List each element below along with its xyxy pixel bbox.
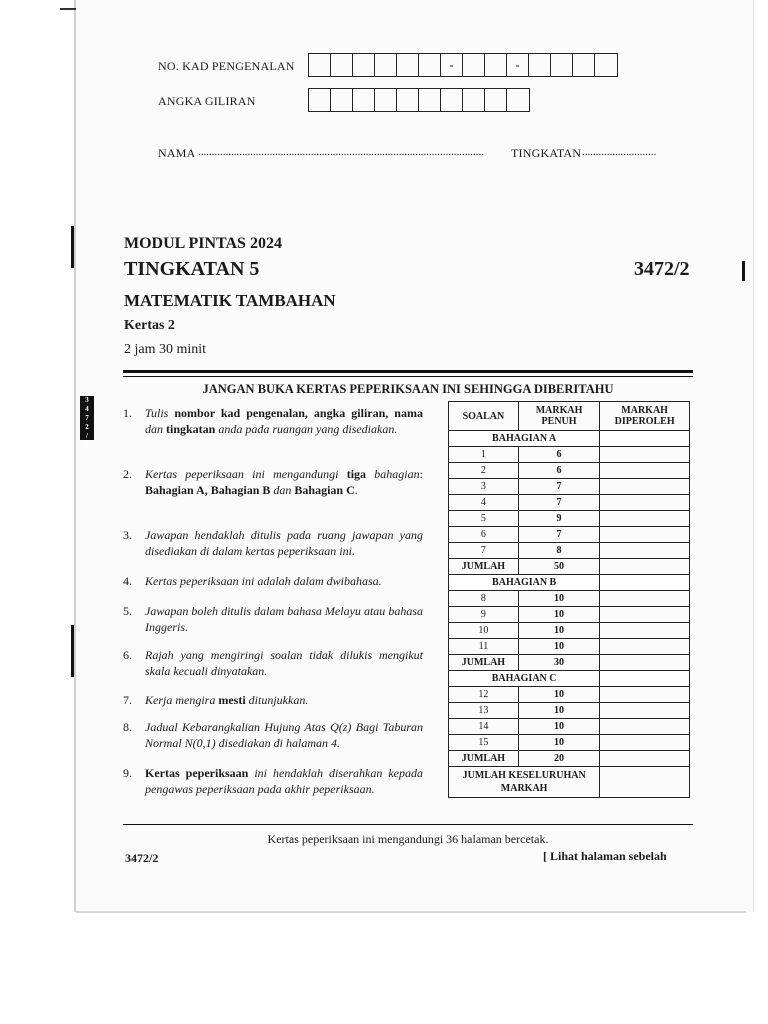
- ic-number-boxes[interactable]: [308, 53, 618, 77]
- instruction-item: [123, 693, 423, 709]
- full-mark: 7: [518, 527, 599, 543]
- subject-title: MATEMATIK TAMBAHAN: [124, 291, 336, 310]
- question-number: 11: [449, 639, 519, 655]
- full-mark: 7: [518, 495, 599, 511]
- question-number: 15: [449, 735, 519, 751]
- instruction-fragment: Kerja mengira: [145, 693, 219, 707]
- module-title: MODUL PINTAS 2024: [124, 235, 282, 252]
- question-number: 12: [449, 687, 519, 703]
- question-number: 9: [449, 607, 519, 623]
- instruction-item: [123, 574, 423, 590]
- form-level: TINGKATAN 5: [124, 258, 260, 280]
- next-page-note: [ Lihat halaman sebelah: [543, 849, 667, 863]
- section-row: [449, 431, 690, 447]
- grand-total-obtained-cell[interactable]: [600, 767, 690, 798]
- obtained-mark-cell[interactable]: [600, 479, 690, 495]
- section-spacer: [600, 431, 690, 447]
- scan-mark-left: [71, 226, 74, 268]
- instruction-number: 7.: [123, 693, 132, 707]
- obtained-total-cell[interactable]: [600, 559, 690, 575]
- instruction-fragment: Bahagian C: [294, 482, 355, 497]
- digit-box[interactable]: [309, 54, 331, 76]
- full-mark: 10: [518, 607, 599, 623]
- obtained-mark-cell[interactable]: [600, 447, 690, 463]
- question-number: 6: [449, 527, 519, 543]
- table-row: [449, 543, 690, 559]
- total-row: [449, 655, 690, 671]
- spine-char: /: [86, 432, 88, 440]
- obtained-mark-cell[interactable]: [600, 463, 690, 479]
- digit-box[interactable]: [419, 54, 441, 76]
- instruction-text: [145, 766, 423, 797]
- instruction-item: [123, 648, 423, 679]
- digit-box[interactable]: [551, 54, 573, 76]
- question-number: 1: [449, 447, 519, 463]
- scan-mark-left: [71, 625, 74, 677]
- page-count-note: Kertas peperiksaan ini mengandungi 36 halaman bercetak.: [267, 832, 549, 846]
- instruction-fragment: Kertas peperiksaan: [145, 766, 255, 780]
- instruction-fragment: bahagian: [374, 467, 420, 481]
- digit-box[interactable]: [529, 54, 551, 76]
- instruction-number: 2.: [123, 467, 132, 481]
- digit-box[interactable]: [353, 89, 375, 111]
- roll-label: ANGKA GILIRAN: [158, 94, 256, 108]
- instruction-number: 9.: [123, 766, 132, 780]
- instruction-fragment: ini hendaklah diserahkan kepada pengawas peperiksaan pada akhir peperiksaan.: [145, 766, 423, 796]
- instruction-item: [123, 766, 423, 797]
- question-number: 7: [449, 543, 519, 559]
- full-mark: 10: [518, 591, 599, 607]
- obtained-mark-cell[interactable]: [600, 623, 690, 639]
- page-right-edge: [753, 0, 754, 912]
- spine-char: 2: [85, 423, 89, 431]
- instruction-fragment: Bahagian A, Bahagian B: [145, 482, 274, 497]
- instruction-fragment: ditunjukkan.: [248, 693, 309, 707]
- full-mark: 10: [518, 687, 599, 703]
- instruction-fragment: dan: [145, 421, 166, 436]
- table-row: [449, 511, 690, 527]
- form-label: TINGKATAN: [511, 146, 582, 160]
- instruction-fragment: dan: [273, 482, 295, 497]
- table-row: [449, 623, 690, 639]
- instruction-fragment: nombor kad pengenalan, angka giliran, nama: [174, 406, 423, 420]
- ic-label: NO. KAD PENGENALAN: [158, 59, 295, 73]
- spine-char: 2: [85, 441, 89, 449]
- total-label: JUMLAH: [449, 751, 519, 767]
- box-separator: -: [507, 54, 529, 76]
- instruction-item: [123, 406, 423, 437]
- instruction-text: [145, 604, 423, 635]
- instruction-item: [123, 604, 423, 635]
- section-spacer: [600, 671, 690, 687]
- obtained-mark-cell[interactable]: [600, 495, 690, 511]
- section-spacer: [600, 575, 690, 591]
- full-mark: 6: [518, 447, 599, 463]
- section-row: [449, 671, 690, 687]
- full-mark: 10: [518, 735, 599, 751]
- table-row: [449, 687, 690, 703]
- roll-number-boxes[interactable]: [308, 88, 530, 112]
- instruction-fragment: .: [354, 482, 358, 497]
- digit-box[interactable]: [331, 54, 353, 76]
- instruction-fragment: Rajah yang mengiringi soalan tidak dilukis mengikut skala kecuali dinyatakan.: [145, 648, 423, 678]
- scan-mark-right: [742, 261, 745, 281]
- instruction-item: [123, 528, 423, 559]
- obtained-mark-cell[interactable]: [600, 607, 690, 623]
- duration: 2 jam 30 minit: [124, 342, 207, 357]
- divider: [123, 376, 693, 377]
- spine-char: 7: [85, 414, 89, 422]
- section-title: BAHAGIAN A: [449, 431, 600, 447]
- digit-box[interactable]: [595, 54, 617, 76]
- divider: [123, 824, 693, 825]
- digit-box[interactable]: [353, 54, 375, 76]
- question-number: 14: [449, 719, 519, 735]
- total-value: 20: [518, 751, 599, 767]
- marks-table: [448, 401, 690, 798]
- instruction-item: [123, 467, 423, 498]
- digit-box[interactable]: [463, 54, 485, 76]
- table-row: [449, 495, 690, 511]
- grand-total-label: JUMLAH KESELURUHAN MARKAH: [449, 767, 600, 798]
- digit-box[interactable]: [397, 89, 419, 111]
- instruction-text: [145, 528, 423, 559]
- table-row: [449, 463, 690, 479]
- instruction-item: [123, 720, 423, 751]
- instruction-text: [145, 574, 423, 590]
- obtained-mark-cell[interactable]: [600, 639, 690, 655]
- spine-char: 3: [85, 396, 89, 404]
- box-separator: -: [441, 54, 463, 76]
- obtained-mark-cell[interactable]: [600, 591, 690, 607]
- instruction-fragment: Jadual Kebarangkalian Hujung Atas Q(z) Bagi Taburan Normal N(0,1) disediakan di halaman 4.: [145, 720, 423, 750]
- digit-box[interactable]: [463, 89, 485, 111]
- full-mark: 10: [518, 623, 599, 639]
- spine-code: [80, 396, 94, 449]
- digit-box[interactable]: [441, 89, 463, 111]
- form-field[interactable]: ...........................: [582, 146, 657, 158]
- warning-banner: JANGAN BUKA KERTAS PEPERIKSAAN INI SEHINGGA DIBERITAHU: [202, 382, 614, 396]
- digit-box[interactable]: [419, 89, 441, 111]
- instruction-fragment: Kertas peperiksaan ini mengandungi: [145, 467, 347, 481]
- total-label: JUMLAH: [449, 559, 519, 575]
- full-mark: 6: [518, 463, 599, 479]
- instruction-text: [145, 406, 423, 437]
- spine-char: 4: [85, 405, 89, 413]
- obtained-mark-cell[interactable]: [600, 543, 690, 559]
- obtained-mark-cell[interactable]: [600, 687, 690, 703]
- full-mark: 8: [518, 543, 599, 559]
- total-label: JUMLAH: [449, 655, 519, 671]
- section-title: BAHAGIAN B: [449, 575, 600, 591]
- question-number: 13: [449, 703, 519, 719]
- table-row: [449, 719, 690, 735]
- obtained-mark-cell[interactable]: [600, 527, 690, 543]
- paper-number: Kertas 2: [124, 318, 175, 333]
- question-number: 10: [449, 623, 519, 639]
- obtained-mark-cell[interactable]: [600, 703, 690, 719]
- grand-total-row: [449, 767, 690, 798]
- digit-box[interactable]: [375, 89, 397, 111]
- digit-box[interactable]: [375, 54, 397, 76]
- table-row: [449, 607, 690, 623]
- instruction-fragment: tiga: [346, 467, 375, 481]
- obtained-mark-cell[interactable]: [600, 735, 690, 751]
- footer-paper-code: 3472/2: [125, 851, 159, 865]
- instruction-fragment: Jawapan boleh ditulis dalam bahasa Melayu atau bahasa Inggeris.: [145, 604, 423, 634]
- full-mark: 10: [518, 719, 599, 735]
- question-number: 2: [449, 463, 519, 479]
- question-number: 4: [449, 495, 519, 511]
- section-title: BAHAGIAN C: [449, 671, 600, 687]
- instruction-number: 8.: [123, 720, 132, 734]
- digit-box[interactable]: [507, 89, 529, 111]
- digit-box[interactable]: [485, 89, 507, 111]
- obtained-total-cell[interactable]: [600, 655, 690, 671]
- instruction-fragment: Jawapan hendaklah ditulis pada ruang jawapan yang disediakan di dalam kertas peperiksaan ini.: [145, 528, 423, 558]
- section-row: [449, 575, 690, 591]
- instruction-fragment: tingkatan: [166, 421, 219, 436]
- instruction-text: [145, 693, 423, 709]
- question-number: 3: [449, 479, 519, 495]
- instruction-fragment: Tulis: [145, 406, 175, 420]
- question-number: 8: [449, 591, 519, 607]
- table-row: [449, 591, 690, 607]
- instruction-number: 1.: [123, 406, 132, 420]
- table-row: [449, 447, 690, 463]
- obtained-mark-cell[interactable]: [600, 719, 690, 735]
- total-value: 50: [518, 559, 599, 575]
- page-bottom-edge: [76, 911, 746, 913]
- instruction-number: 5.: [123, 604, 132, 618]
- column-header: MARKAH DIPEROLEH: [600, 402, 690, 431]
- paper-code: 3472/2: [634, 258, 690, 280]
- table-header-row: [449, 402, 690, 431]
- obtained-mark-cell[interactable]: [600, 511, 690, 527]
- instruction-text: [145, 648, 423, 679]
- digit-box[interactable]: [331, 89, 353, 111]
- corner-mark: [60, 8, 76, 10]
- question-number: 5: [449, 511, 519, 527]
- instruction-fragment: :: [419, 467, 423, 481]
- digit-box[interactable]: [485, 54, 507, 76]
- digit-box[interactable]: [573, 54, 595, 76]
- instruction-number: 3.: [123, 528, 132, 542]
- instruction-text: [145, 467, 423, 498]
- column-header: MARKAH PENUH: [518, 402, 599, 431]
- total-value: 30: [518, 655, 599, 671]
- column-header: SOALAN: [449, 402, 519, 431]
- table-row: [449, 703, 690, 719]
- instruction-fragment: mesti: [218, 693, 249, 707]
- full-mark: 10: [518, 639, 599, 655]
- full-mark: 9: [518, 511, 599, 527]
- instruction-fragment: anda pada ruangan yang disediakan.: [218, 421, 398, 436]
- full-mark: 7: [518, 479, 599, 495]
- table-row: [449, 639, 690, 655]
- digit-box[interactable]: [309, 89, 331, 111]
- instruction-number: 6.: [123, 648, 132, 662]
- instruction-text: [145, 720, 423, 751]
- instruction-number: 4.: [123, 574, 132, 588]
- name-field[interactable]: ........................................................................................................: [198, 146, 484, 158]
- table-row: [449, 735, 690, 751]
- digit-box[interactable]: [397, 54, 419, 76]
- table-row: [449, 479, 690, 495]
- page-left-edge: [74, 0, 76, 912]
- divider: [123, 370, 693, 373]
- table-row: [449, 527, 690, 543]
- total-row: [449, 559, 690, 575]
- instruction-fragment: Kertas peperiksaan ini adalah dalam dwibahasa.: [145, 574, 382, 588]
- obtained-total-cell[interactable]: [600, 751, 690, 767]
- total-row: [449, 751, 690, 767]
- full-mark: 10: [518, 703, 599, 719]
- name-label: NAMA: [158, 146, 196, 160]
